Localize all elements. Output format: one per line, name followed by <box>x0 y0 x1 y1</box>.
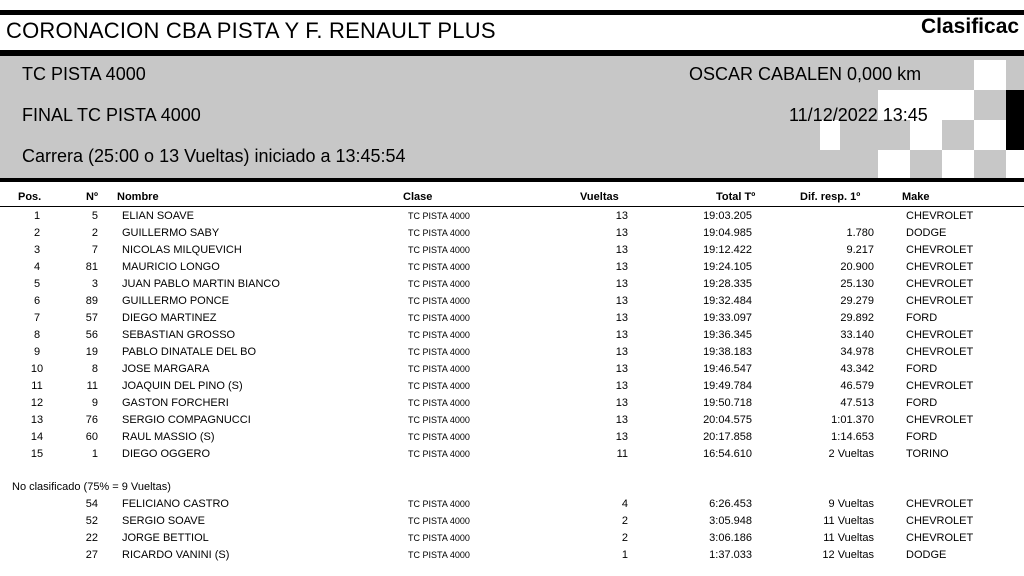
table-row <box>0 378 1024 395</box>
cell-vueltas: 13 <box>615 295 628 307</box>
cell-make: CHEVROLET <box>906 329 974 341</box>
cell-make: DODGE <box>906 549 947 561</box>
cell-dif: 11 Vueltas <box>823 532 874 544</box>
cell-total: 19:38.183 <box>703 346 752 358</box>
table-row <box>0 547 1024 564</box>
table-row <box>0 310 1024 327</box>
table-header <box>0 191 1024 207</box>
table-row <box>0 327 1024 344</box>
event-session: FINAL TC PISTA 4000 <box>22 105 201 125</box>
cell-total: 19:28.335 <box>703 278 752 290</box>
cell-vueltas: 4 <box>621 498 628 510</box>
cell-pos: 14 <box>30 431 44 443</box>
cell-total: 20:17.858 <box>703 431 752 443</box>
cell-total: 19:49.784 <box>703 380 752 392</box>
cell-num: 81 <box>85 261 98 273</box>
cell-dif: 2 Vueltas <box>828 448 874 460</box>
event-category: TC PISTA 4000 <box>22 64 146 84</box>
cell-clase: TC PISTA 4000 <box>408 533 470 543</box>
cell-clase: TC PISTA 4000 <box>408 516 470 526</box>
table-row <box>0 412 1024 429</box>
cell-vueltas: 13 <box>615 278 628 290</box>
cell-num: 9 <box>91 397 98 409</box>
not-classified-label: No clasificado (75% = 9 Vueltas) <box>12 481 171 493</box>
cell-pos: 12 <box>30 397 44 409</box>
cell-pos: 1 <box>33 210 41 222</box>
cell-make: CHEVROLET <box>906 414 974 426</box>
cell-make: CHEVROLET <box>906 261 974 273</box>
event-datetime: 11/12/2022 13:45 <box>789 105 928 125</box>
cell-total: 20:04.575 <box>703 414 752 426</box>
cell-pos: 2 <box>33 227 41 239</box>
cell-make: TORINO <box>906 448 949 460</box>
col-header-num: Nº <box>86 191 98 203</box>
col-header-dif: Dif. resp. 1º <box>800 191 861 203</box>
document-type-label: Clasificac <box>921 15 1020 38</box>
cell-pos: 15 <box>30 448 44 460</box>
document-title: CORONACION CBA PISTA Y F. RENAULT PLUS <box>6 18 496 43</box>
cell-make: FORD <box>906 431 938 443</box>
cell-total: 19:36.345 <box>703 329 752 341</box>
cell-total: 16:54.610 <box>703 448 752 460</box>
cell-total: 19:50.718 <box>703 397 752 409</box>
cell-clase: TC PISTA 4000 <box>408 381 470 391</box>
cell-make: CHEVROLET <box>906 346 974 358</box>
cell-make: CHEVROLET <box>906 278 974 290</box>
table-header-rule <box>0 206 1024 207</box>
cell-vueltas: 13 <box>615 414 628 426</box>
cell-dif: 1:01.370 <box>831 414 874 426</box>
cell-nombre: GASTON FORCHERI <box>122 397 229 409</box>
cell-total: 19:12.422 <box>703 244 752 256</box>
cell-dif: 9 Vueltas <box>828 498 874 510</box>
cell-dif: 20.900 <box>840 261 874 273</box>
cell-pos: 4 <box>33 261 41 273</box>
table-row <box>0 395 1024 412</box>
cell-make: FORD <box>906 312 938 324</box>
header-rule <box>0 178 1024 182</box>
cell-vueltas: 13 <box>615 261 628 273</box>
cell-clase: TC PISTA 4000 <box>408 211 470 221</box>
cell-clase: TC PISTA 4000 <box>408 313 470 323</box>
cell-vueltas: 13 <box>615 227 628 239</box>
cell-dif: 47.513 <box>840 397 874 409</box>
col-header-total: Total Tº <box>716 191 756 203</box>
cell-total: 6:26.453 <box>709 498 752 510</box>
cell-total: 19:03.205 <box>703 210 752 222</box>
cell-pos: 9 <box>33 346 41 358</box>
race-info: Carrera (25:00 o 13 Vueltas) iniciado a 13:45:54 <box>22 146 406 166</box>
cell-num: 76 <box>85 414 98 426</box>
cell-dif: 33.140 <box>840 329 874 341</box>
cell-vueltas: 2 <box>621 515 628 527</box>
cell-make: CHEVROLET <box>906 532 974 544</box>
table-row <box>0 276 1024 293</box>
table-row <box>0 496 1024 513</box>
cell-nombre: JUAN PABLO MARTIN BIANCO <box>122 278 280 290</box>
cell-nombre: RICARDO VANINI (S) <box>122 549 230 561</box>
results-table <box>0 208 1024 463</box>
cell-nombre: PABLO DINATALE DEL BO <box>122 346 257 358</box>
cell-vueltas: 13 <box>615 346 628 358</box>
cell-clase: TC PISTA 4000 <box>408 550 470 560</box>
cell-clase: TC PISTA 4000 <box>408 398 470 408</box>
table-row <box>0 361 1024 378</box>
cell-clase: TC PISTA 4000 <box>408 499 470 509</box>
cell-clase: TC PISTA 4000 <box>408 449 470 459</box>
col-header-pos: Pos. <box>18 191 42 203</box>
event-circuit: OSCAR CABALEN 0,000 km <box>689 64 922 84</box>
cell-clase: TC PISTA 4000 <box>408 415 470 425</box>
cell-vueltas: 13 <box>615 329 628 341</box>
cell-num: 1 <box>91 448 98 460</box>
col-header-nombre: Nombre <box>117 191 159 203</box>
cell-num: 60 <box>85 431 98 443</box>
cell-nombre: FELICIANO CASTRO <box>122 498 229 510</box>
cell-num: 7 <box>91 244 98 256</box>
cell-dif: 9.217 <box>846 244 874 256</box>
cell-make: CHEVROLET <box>906 244 974 256</box>
cell-num: 2 <box>91 227 98 239</box>
cell-dif: 34.978 <box>840 346 874 358</box>
cell-pos: 7 <box>33 312 41 324</box>
cell-make: DODGE <box>906 227 947 239</box>
table-row <box>0 446 1024 463</box>
cell-vueltas: 13 <box>615 363 628 375</box>
cell-dif: 1.780 <box>846 227 874 239</box>
cell-make: FORD <box>906 397 938 409</box>
cell-nombre: GUILLERMO SABY <box>122 227 220 239</box>
cell-nombre: SERGIO SOAVE <box>122 515 205 527</box>
col-header-make: Make <box>902 191 930 203</box>
cell-num: 5 <box>91 210 98 222</box>
cell-clase: TC PISTA 4000 <box>408 347 470 357</box>
cell-make: CHEVROLET <box>906 380 974 392</box>
cell-num: 56 <box>85 329 98 341</box>
cell-pos: 13 <box>30 414 44 426</box>
cell-total: 19:04.985 <box>703 227 752 239</box>
cell-vueltas: 11 <box>616 448 628 460</box>
not-classified-table <box>0 496 1024 564</box>
cell-dif: 43.342 <box>840 363 874 375</box>
cell-clase: TC PISTA 4000 <box>408 228 470 238</box>
cell-total: 3:05.948 <box>709 515 752 527</box>
cell-pos: 5 <box>33 278 41 290</box>
cell-num: 11 <box>86 380 98 392</box>
cell-total: 19:32.484 <box>703 295 752 307</box>
cell-num: 3 <box>91 278 98 290</box>
cell-num: 8 <box>91 363 98 375</box>
table-row <box>0 530 1024 547</box>
cell-vueltas: 13 <box>615 210 628 222</box>
cell-nombre: JORGE BETTIOL <box>122 532 209 544</box>
cell-num: 57 <box>85 312 98 324</box>
cell-dif: 11 Vueltas <box>823 515 874 527</box>
col-header-clase: Clase <box>403 191 433 203</box>
cell-total: 19:24.105 <box>703 261 752 273</box>
cell-num: 27 <box>85 549 98 561</box>
cell-clase: TC PISTA 4000 <box>408 262 470 272</box>
table-row <box>0 293 1024 310</box>
cell-nombre: GUILLERMO PONCE <box>122 295 229 307</box>
top-rule <box>0 10 1024 15</box>
cell-clase: TC PISTA 4000 <box>408 245 470 255</box>
cell-num: 22 <box>85 532 98 544</box>
cell-make: CHEVROLET <box>906 515 974 527</box>
cell-num: 52 <box>85 515 98 527</box>
cell-vueltas: 13 <box>615 431 628 443</box>
cell-nombre: SERGIO COMPAGNUCCI <box>122 414 251 426</box>
cell-vueltas: 1 <box>621 549 628 561</box>
cell-clase: TC PISTA 4000 <box>408 279 470 289</box>
cell-dif: 1:14.653 <box>831 431 874 443</box>
cell-vueltas: 13 <box>615 397 628 409</box>
cell-make: CHEVROLET <box>906 498 974 510</box>
cell-nombre: SEBASTIAN GROSSO <box>122 329 236 341</box>
cell-vueltas: 13 <box>615 244 628 256</box>
cell-num: 54 <box>85 498 98 510</box>
table-row <box>0 259 1024 276</box>
cell-pos: 6 <box>33 295 41 307</box>
cell-nombre: JOSE MARGARA <box>122 363 210 375</box>
cell-num: 19 <box>85 346 98 358</box>
cell-nombre: ELIAN SOAVE <box>122 210 194 222</box>
cell-pos: 3 <box>33 244 41 256</box>
cell-nombre: RAUL MASSIO (S) <box>122 431 215 443</box>
cell-dif: 29.279 <box>840 295 874 307</box>
cell-dif: 29.892 <box>840 312 874 324</box>
cell-clase: TC PISTA 4000 <box>408 296 470 306</box>
cell-total: 1:37.033 <box>709 549 752 561</box>
cell-dif: 12 Vueltas <box>822 549 874 561</box>
cell-nombre: NICOLAS MILQUEVICH <box>122 244 242 256</box>
cell-clase: TC PISTA 4000 <box>408 330 470 340</box>
cell-pos: 11 <box>31 380 43 392</box>
cell-vueltas: 13 <box>615 380 628 392</box>
cell-make: FORD <box>906 363 938 375</box>
col-header-vueltas: Vueltas <box>580 191 619 203</box>
table-row <box>0 225 1024 242</box>
cell-num: 89 <box>85 295 98 307</box>
cell-nombre: DIEGO MARTINEZ <box>122 312 217 324</box>
cell-vueltas: 2 <box>621 532 628 544</box>
cell-clase: TC PISTA 4000 <box>408 364 470 374</box>
cell-pos: 10 <box>30 363 44 375</box>
cell-clase: TC PISTA 4000 <box>408 432 470 442</box>
cell-vueltas: 13 <box>615 312 628 324</box>
table-row <box>0 429 1024 446</box>
table-row <box>0 208 1024 225</box>
cell-total: 19:33.097 <box>703 312 752 324</box>
table-row <box>0 242 1024 259</box>
event-header-panel <box>0 56 1024 178</box>
cell-make: CHEVROLET <box>906 210 974 222</box>
cell-make: CHEVROLET <box>906 295 974 307</box>
cell-total: 3:06.186 <box>709 532 752 544</box>
cell-nombre: MAURICIO LONGO <box>122 261 220 273</box>
cell-total: 19:46.547 <box>703 363 752 375</box>
cell-pos: 8 <box>33 329 41 341</box>
cell-dif: 46.579 <box>840 380 874 392</box>
table-row <box>0 513 1024 530</box>
cell-nombre: DIEGO OGGERO <box>122 448 211 460</box>
table-row <box>0 344 1024 361</box>
cell-nombre: JOAQUIN DEL PINO (S) <box>122 380 243 392</box>
cell-dif: 25.130 <box>840 278 874 290</box>
